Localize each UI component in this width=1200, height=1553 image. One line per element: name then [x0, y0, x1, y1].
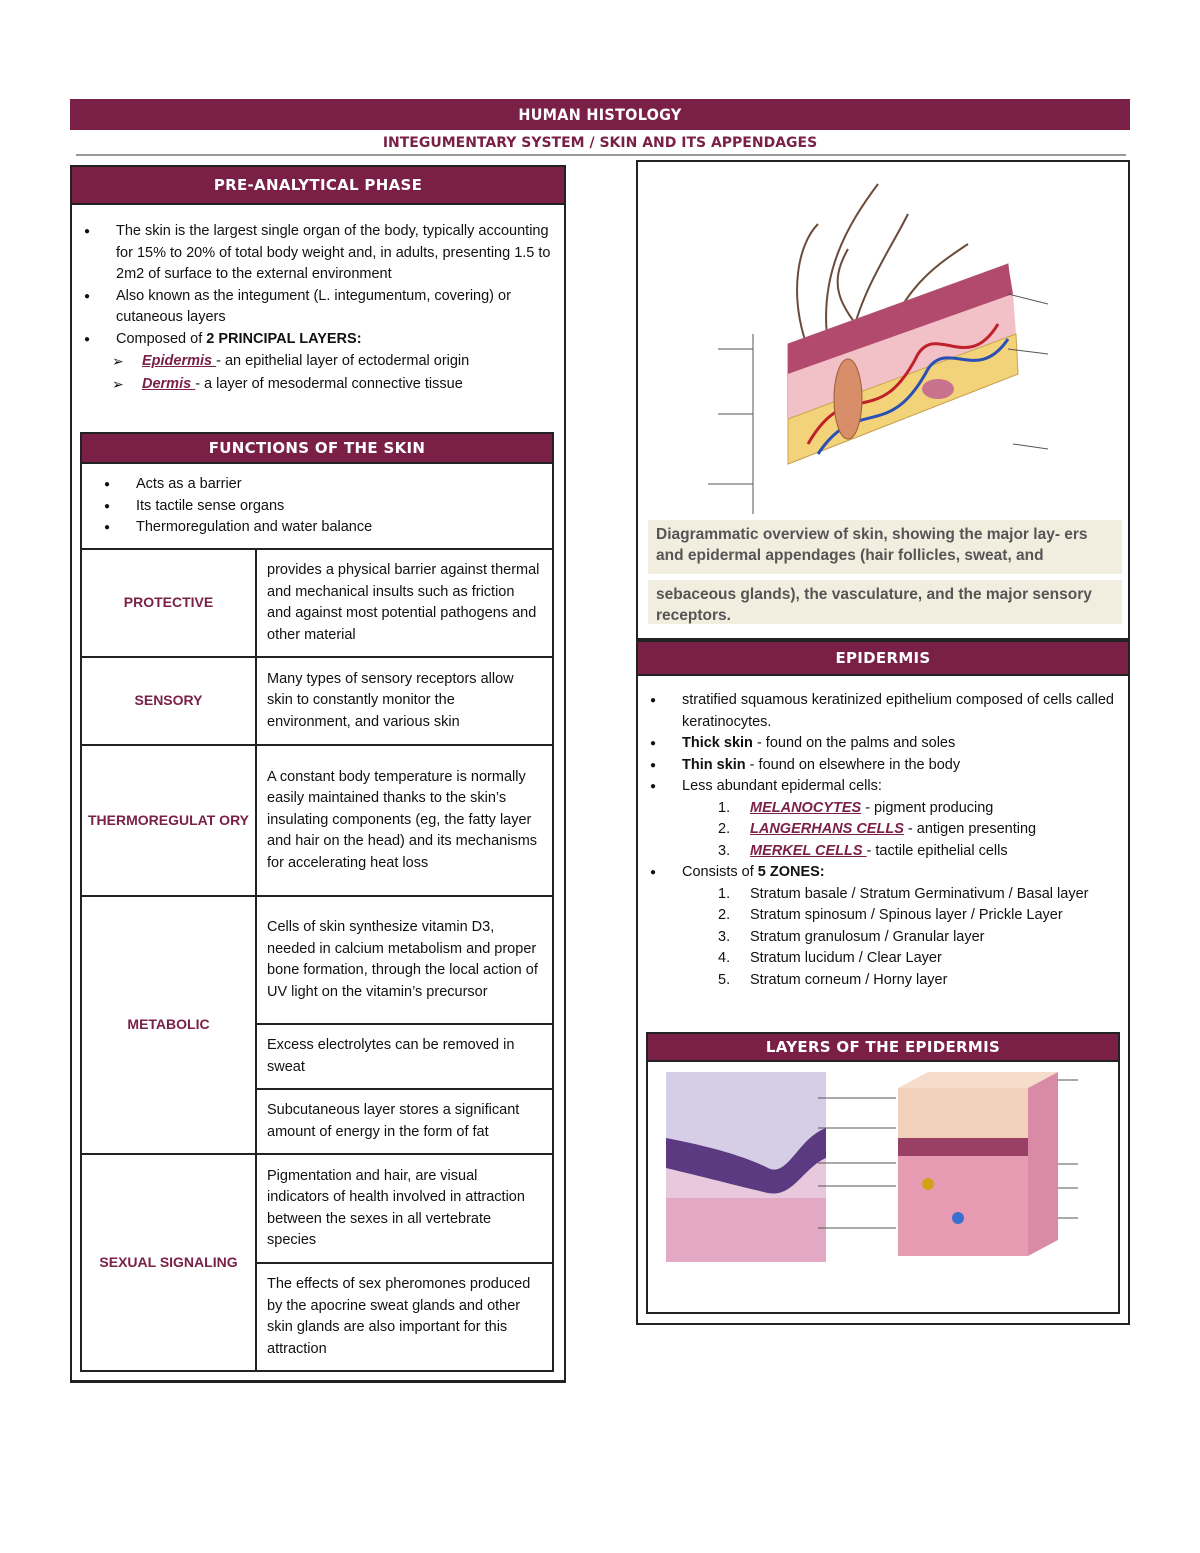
bullet-bold-text: Thick skin [682, 735, 753, 751]
cell-desc: - antigen presenting [903, 821, 1037, 837]
list-item [72, 373, 552, 396]
bullet-text: - found on the palms and soles [752, 735, 956, 751]
list-item [72, 329, 552, 351]
functions-list [82, 464, 552, 550]
layer-term: Epidermis [142, 353, 217, 369]
bullet-bold-text: Thin skin [682, 756, 746, 773]
bullet-text: Its tactile sense organs [136, 497, 285, 514]
item-number: 3. [718, 842, 731, 859]
epidermis-list [638, 690, 1118, 991]
list-item [92, 496, 552, 518]
item-number: 1. [718, 885, 731, 902]
row-desc: Subcutaneous layer stores a significant amount of energy in the form of fat [256, 1089, 552, 1154]
bullet-bold-text: 5 ZONES: [757, 864, 825, 880]
cell-desc: - pigment producing [861, 799, 994, 816]
document-title: HUMAN HISTOLOGY [70, 99, 1130, 130]
bullet-bold-text: 2 PRINCIPAL LAYERS: [206, 330, 362, 347]
item-number: 3. [718, 928, 731, 945]
functions-table [82, 550, 552, 1372]
row-label: PROTECTIVE [82, 550, 256, 657]
row-desc: Cells of skin synthesize vitamin D3, needed in calcium metabolism and proper bone formation, through the local action of UV light on the vitamin’s precursor [256, 896, 552, 1024]
list-item [638, 927, 1118, 949]
layer-term: Dermis [142, 376, 196, 392]
list-item [638, 798, 1118, 820]
list-item [638, 884, 1118, 906]
table-row [82, 550, 552, 657]
zone-text: Stratum granulosum / Granular layer [750, 928, 985, 945]
row-label: THERMOREGULAT ORY [82, 745, 256, 896]
row-desc: Many types of sensory receptors allow skin to constantly monitor the environment, and various skin [256, 657, 552, 745]
list-item [92, 517, 552, 539]
item-number: 2. [718, 821, 731, 837]
pre-analytical-list [72, 221, 552, 396]
cell-term: MELANOCYTES [750, 799, 862, 816]
divider [76, 154, 1126, 156]
item-number: 5. [718, 971, 731, 988]
row-label: SENSORY [82, 657, 256, 745]
row-label: SEXUAL SIGNALING [82, 1154, 256, 1371]
epidermis-heading: EPIDERMIS [638, 642, 1128, 676]
table-row [82, 657, 552, 745]
bullet-text: Thermoregulation and water balance [136, 519, 373, 535]
left-column [70, 165, 566, 1383]
table-row [82, 1154, 552, 1263]
layer-desc: - an epithelial layer of ectodermal origin [216, 353, 470, 369]
layer-desc: - a layer of mesodermal connective tissue [195, 376, 463, 392]
bullet-text: - found on elsewhere in the body [745, 756, 961, 773]
epidermis-box [636, 640, 1130, 1325]
diagram-caption: Diagrammatic overview of skin, showing the major lay- ers and epidermal appendages (hair follicles, sweat, and [648, 520, 1122, 574]
zone-text: Stratum corneum / Horny layer [750, 971, 948, 988]
list-item [638, 905, 1118, 927]
list-item [638, 948, 1118, 970]
row-label: METABOLIC [82, 896, 256, 1154]
list-item [638, 733, 1118, 755]
functions-box [80, 432, 554, 1372]
table-row [82, 745, 552, 896]
list-item [72, 350, 552, 373]
list-item [638, 970, 1118, 992]
list-item [92, 474, 552, 496]
bullet-text: stratified squamous keratinized epithelium composed of cells called keratinocytes. [682, 692, 1114, 730]
epidermis-layers-illustration [658, 1068, 1108, 1308]
pre-analytical-heading: PRE-ANALYTICAL PHASE [72, 167, 564, 205]
row-desc: Excess electrolytes can be removed in sweat [256, 1024, 552, 1089]
item-number: 1. [718, 799, 731, 816]
list-item [638, 755, 1118, 777]
zone-text: Stratum spinosum / Spinous layer / Prickle Layer [750, 907, 1063, 923]
skin-diagram-illustration [678, 174, 1088, 514]
row-desc: Pigmentation and hair, are visual indicators of health involved in attraction between the sexes in all vertebrate species [256, 1154, 552, 1263]
layers-of-epidermis-box [646, 1032, 1120, 1314]
item-number: 4. [718, 950, 731, 966]
list-item [638, 841, 1118, 863]
diagram-caption: sebaceous glands), the vasculature, and the major sensory receptors. [648, 580, 1122, 624]
bullet-text: Acts as a barrier [136, 476, 242, 492]
bullet-text: The skin is the largest single organ of the body, typically accounting for 15% to 20% of total body weight and, in adults, presenting 1.5 to 2m2 of surface to the external environment [116, 223, 551, 282]
zone-text: Stratum lucidum / Clear Layer [750, 950, 942, 966]
item-number: 2. [718, 907, 731, 923]
list-item [72, 286, 552, 329]
table-row [82, 896, 552, 1024]
list-item [638, 690, 1118, 733]
list-item [638, 776, 1118, 798]
cell-desc: - tactile epithelial cells [866, 842, 1008, 859]
list-item [638, 819, 1118, 841]
skin-diagram-box [636, 160, 1130, 640]
bullet-text: Composed of [116, 330, 207, 347]
bullet-text: Less abundant epidermal cells: [682, 778, 882, 794]
list-item [72, 221, 552, 286]
functions-heading: FUNCTIONS OF THE SKIN [82, 434, 552, 464]
row-desc: The effects of sex pheromones produced by the apocrine sweat glands and other skin glands are also important for this attraction [256, 1263, 552, 1371]
row-desc: A constant body temperature is normally easily maintained thanks to the skin’s insulating components (eg, the fatty layer and hair on the head) and its mechanisms for accelerating heat loss [256, 745, 552, 896]
list-item [638, 862, 1118, 884]
bullet-text: Consists of [682, 864, 758, 880]
cell-term: MERKEL CELLS [750, 842, 867, 859]
zone-text: Stratum basale / Stratum Germinativum / Basal layer [750, 885, 1089, 902]
layers-heading: LAYERS OF THE EPIDERMIS [648, 1034, 1118, 1062]
document-subtitle: INTEGUMENTARY SYSTEM / SKIN AND ITS APPENDAGES [382, 135, 818, 151]
bullet-text: Also known as the integument (L. integumentum, covering) or cutaneous layers [116, 287, 511, 325]
row-desc: provides a physical barrier against thermal and mechanical insults such as friction and against most potential pathogens and other material [256, 550, 552, 657]
cell-term: LANGERHANS CELLS [750, 821, 904, 837]
